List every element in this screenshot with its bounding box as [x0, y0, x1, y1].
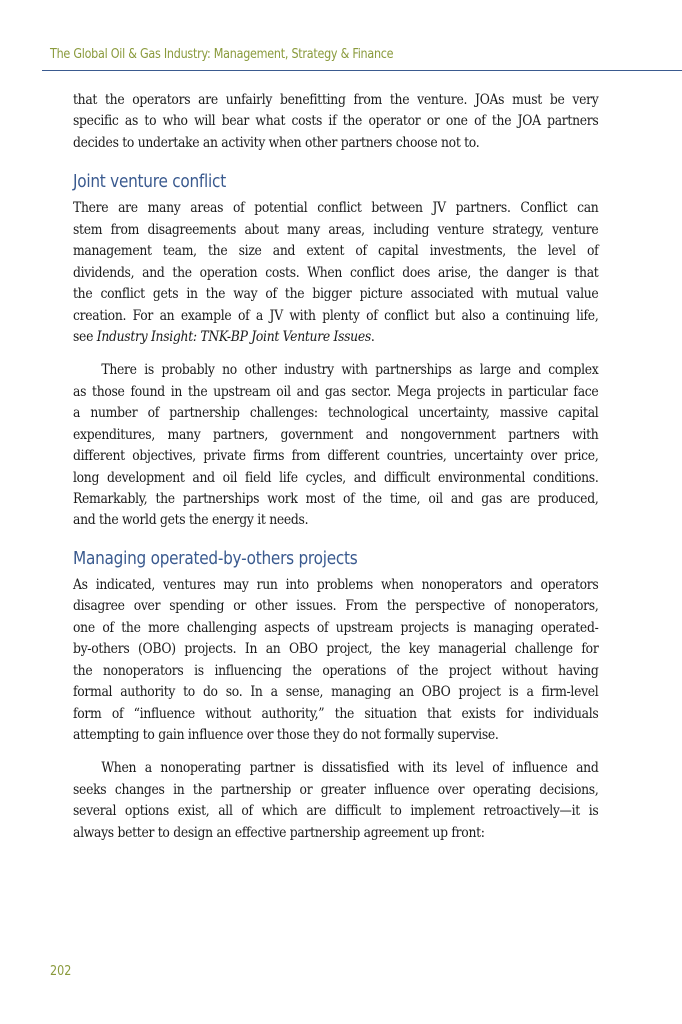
- text-line: [73, 327, 598, 348]
- text-line: as those found in the upstream oil and gas sector. Mega projects in particular face: [73, 383, 599, 400]
- text-line: attempting to gain influence over those they do not formally supervise.: [73, 726, 499, 743]
- paragraph: [73, 575, 599, 747]
- text-line: a number of partnership challenges: technological uncertainty, massive capital: [73, 405, 599, 422]
- text-line: Remarkably, the partnerships work most of the time, oil and gas are produced,: [73, 491, 599, 507]
- text-line: always better to design an effective partnership agreement up front:: [73, 824, 485, 841]
- text-fragment: .: [370, 328, 375, 345]
- text-line: form of “influence without authority,” the situation that exists for individuals: [73, 705, 599, 722]
- paragraph: [73, 360, 599, 532]
- paragraph: [73, 758, 599, 844]
- text-line: disagree over spending or other issues. From the perspective of nonoperators,: [73, 598, 599, 615]
- text-line: formal authority to do so. In a sense, managing an OBO project is a firm-level: [73, 684, 599, 701]
- cross-reference: Industry Insight: TNK-BP Joint Venture Issues: [96, 328, 371, 345]
- section-heading-joint-venture-conflict: Joint venture conflict: [73, 171, 226, 193]
- text-line: There are many areas of potential conflict between JV partners. Conflict can: [73, 200, 599, 217]
- header-rule: [42, 70, 682, 71]
- paragraph: [73, 198, 599, 348]
- text-fragment: see: [73, 328, 97, 345]
- text-line: different objectives, private firms from different countries, uncertainty over price,: [73, 448, 599, 465]
- text-line: When a nonoperating partner is dissatisfied with its level of influence and: [101, 760, 599, 777]
- section-heading-managing-obo-projects: Managing operated-by-others projects: [73, 547, 358, 569]
- page-body: [73, 90, 599, 844]
- text-line: long development and oil field life cycles, and difficult environmental conditions.: [73, 469, 599, 486]
- running-header: The Global Oil & Gas Industry: Management, Strategy & Finance: [50, 47, 394, 62]
- text-line: and the world gets the energy it needs.: [73, 512, 309, 529]
- text-line: one of the more challenging aspects of upstream projects is managing operated-: [73, 619, 599, 636]
- text-line: There is probably no other industry with partnerships as large and complex: [101, 362, 599, 379]
- text-line: several options exist, all of which are difficult to implement retroactively—it is: [73, 803, 599, 820]
- text-line: the nonoperators is influencing the operations of the project without having: [73, 662, 599, 679]
- text-line: expenditures, many partners, government and nongovernment partners with: [73, 426, 599, 443]
- text-line: stem from disagreements about many areas, including venture strategy, venture: [73, 221, 599, 238]
- text-line: dividends, and the operation costs. When conflict does arise, the danger is that: [73, 264, 599, 281]
- text-line: management team, the size and extent of capital investments, the level of: [73, 243, 599, 260]
- text-line: decides to undertake an activity when other partners choose not to.: [73, 134, 480, 151]
- text-line: that the operators are unfairly benefitting from the venture. JOAs must be very: [73, 92, 599, 108]
- text-line: seeks changes in the partnership or greater influence over operating decisions,: [73, 781, 599, 798]
- text-line: As indicated, ventures may run into problems when nonoperators and operators: [73, 576, 599, 593]
- intro-paragraph: [73, 90, 599, 154]
- text-line: the conflict gets in the way of the bigger picture associated with mutual value: [73, 286, 599, 303]
- page-number: 202: [50, 964, 72, 979]
- text-line: specific as to who will bear what costs if the operator or one of the JOA partners: [73, 113, 599, 130]
- text-line: creation. For an example of a JV with plenty of conflict but also a continuing life,: [73, 307, 599, 324]
- text-line: by-others (OBO) projects. In an OBO project, the key managerial challenge for: [73, 641, 599, 658]
